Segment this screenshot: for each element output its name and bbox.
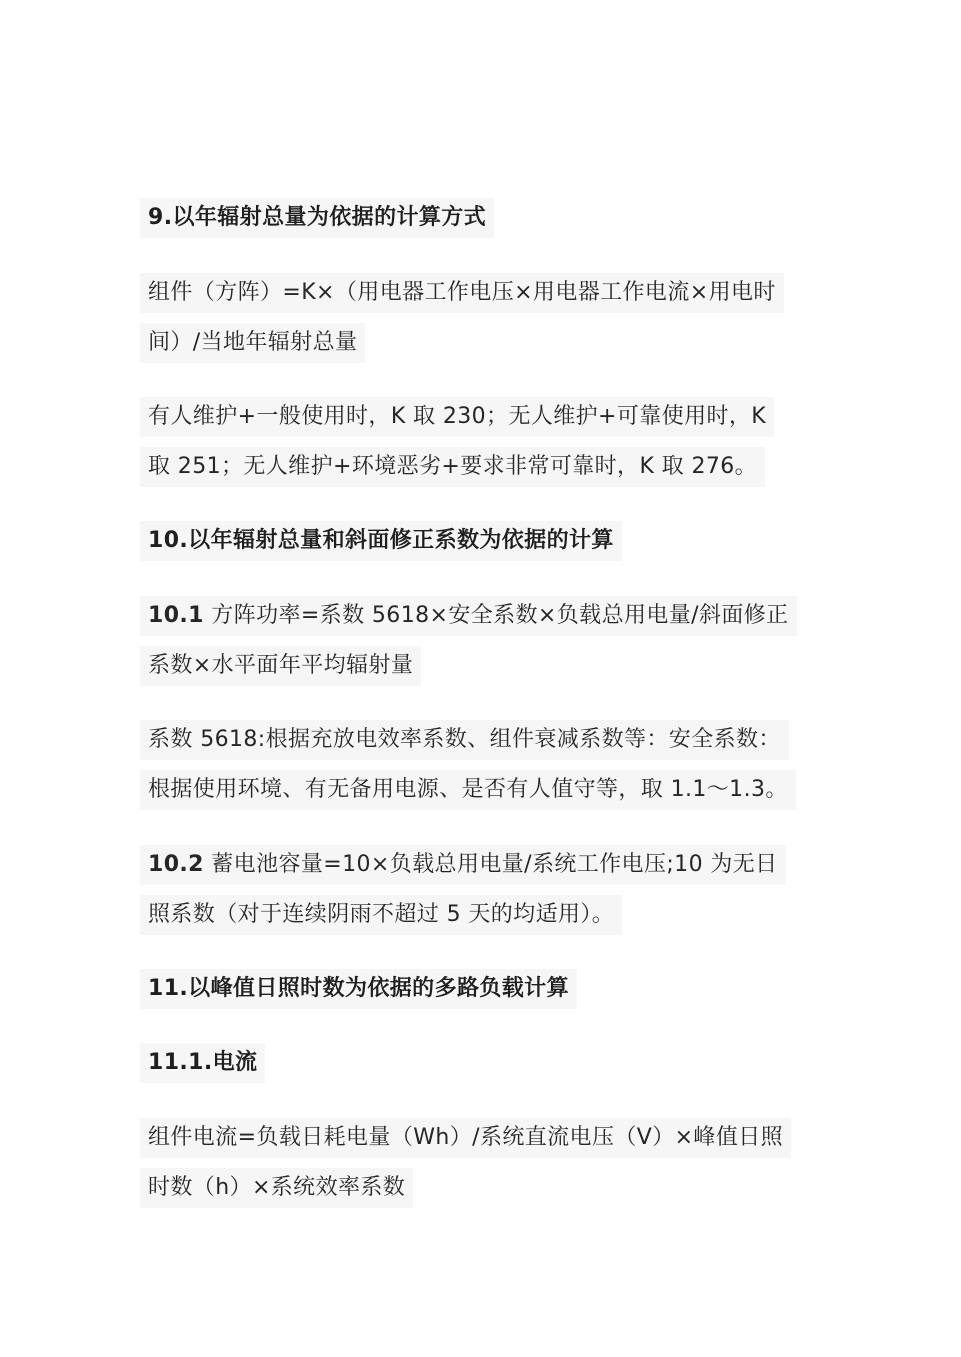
- section-9-note-line-2: 取 251；无人维护+环境恶劣+要求非常可靠时，K 取 276。: [140, 447, 765, 487]
- section-10-1-line-2: 系数×水平面年平均辐射量: [140, 646, 421, 686]
- section-11-formula-line-2: 时数（h）×系统效率系数: [140, 1168, 413, 1208]
- section-10-note-line-1: 系数 5618:根据充放电效率系数、组件衰减系数等：安全系数：: [140, 720, 789, 760]
- section-10-1-text: 方阵功率=系数 5618×安全系数×负载总用电量/斜面修正: [203, 603, 789, 628]
- section-9-formula-line-2: 间）/当地年辐射总量: [140, 323, 365, 363]
- section-10-1-line-1: [140, 596, 797, 636]
- section-10-2-number: 10.2: [148, 852, 204, 877]
- section-10-note-line-2: 根据使用环境、有无备用电源、是否有人值守等，取 1.1～1.3。: [140, 770, 796, 810]
- section-9-note-line-1: 有人维护+一般使用时，K 取 230；无人维护+可靠使用时，K: [140, 397, 774, 437]
- section-10-2-line-1: [140, 845, 786, 885]
- section-9-heading: 9.以年辐射总量为依据的计算方式: [140, 198, 494, 238]
- section-10-2-line-2: 照系数（对于连续阴雨不超过 5 天的均适用）。: [140, 895, 622, 935]
- section-10-heading: 10.以年辐射总量和斜面修正系数为依据的计算: [140, 521, 622, 561]
- section-11-formula-line-1: 组件电流=负载日耗电量（Wh）/系统直流电压（V）×峰值日照: [140, 1118, 791, 1158]
- section-10-1-number: 10.1: [148, 603, 204, 628]
- section-11-heading: 11.以峰值日照时数为依据的多路负载计算: [140, 969, 577, 1009]
- section-11-1-heading: 11.1.电流: [140, 1043, 265, 1083]
- section-9-formula-line-1: 组件（方阵）=K×（用电器工作电压×用电器工作电流×用电时: [140, 273, 784, 313]
- section-10-2-text: 蓄电池容量=10×负载总用电量/系统工作电压;10 为无日: [203, 852, 778, 877]
